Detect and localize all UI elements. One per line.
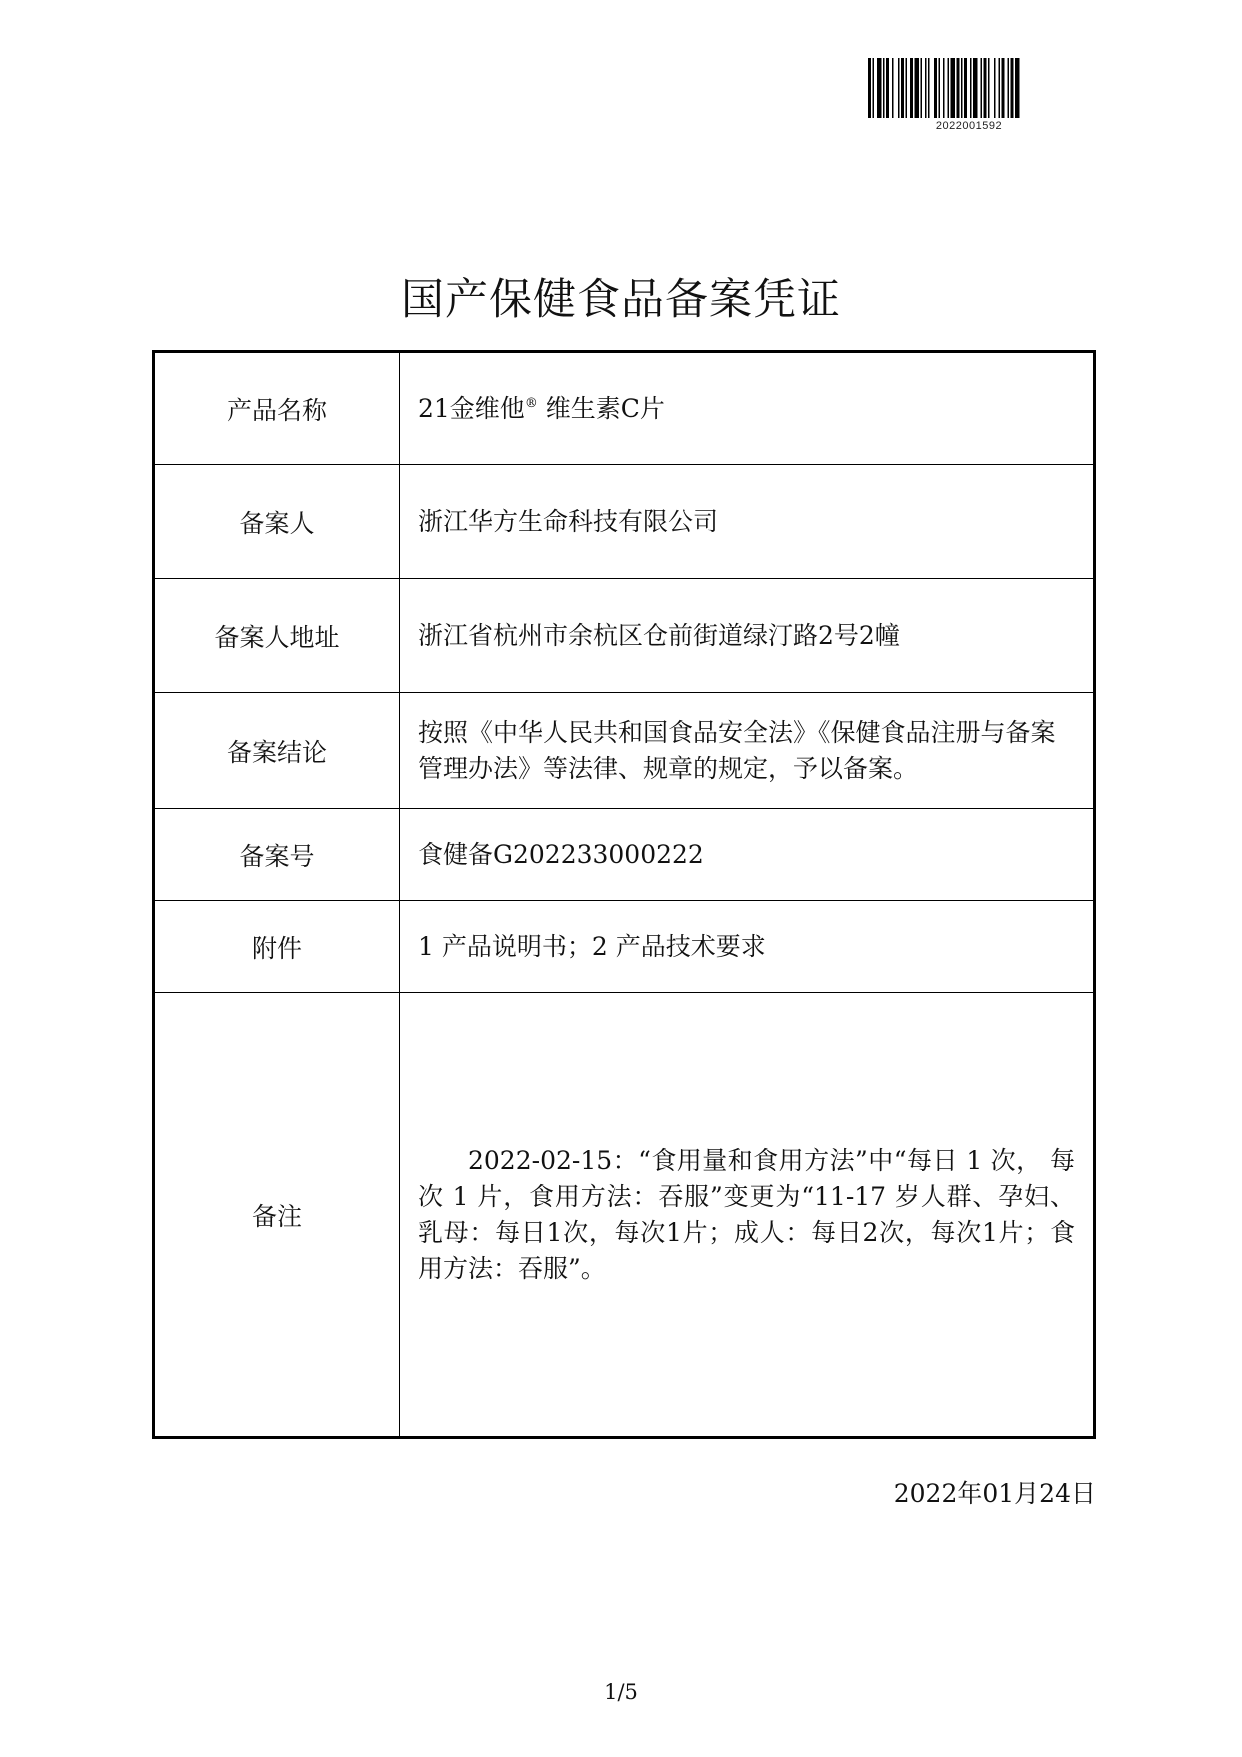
barcode-bar	[873, 58, 875, 118]
filing-number-value: 食健备G202233000222	[400, 809, 1095, 901]
document-title: 国产保健食品备案凭证	[401, 275, 841, 325]
filer-value: 浙江华方生命科技有限公司	[400, 465, 1095, 579]
barcode-bar	[984, 58, 987, 118]
attachments-value: 1 产品说明书；2 产品技术要求	[400, 901, 1095, 993]
barcode-bar	[906, 58, 908, 118]
barcode-bar	[892, 58, 894, 118]
barcode-bar	[957, 58, 960, 118]
product-name-label: 产品名称	[154, 352, 400, 465]
barcode-bar	[973, 58, 978, 118]
barcode-bar	[951, 58, 956, 118]
product-name-value	[400, 352, 1095, 465]
conclusion-label: 备案结论	[154, 693, 400, 809]
barcode-bar	[915, 58, 920, 118]
issue-date: 2022年01月24日	[893, 1479, 1096, 1508]
filer-address-label: 备案人地址	[154, 579, 400, 693]
conclusion-value: 按照《中华人民共和国食品安全法》《保健食品注册与备案管理办法》等法律、规章的规定，予以备案。	[400, 693, 1095, 809]
barcode-bars	[866, 58, 1072, 118]
table-row-product-name	[154, 352, 1095, 465]
barcode-bar	[921, 58, 923, 118]
barcode-bar	[925, 58, 927, 118]
barcode-bar	[1011, 58, 1014, 118]
product-name-tail: 维生素C片	[537, 393, 665, 423]
barcode-bar	[1002, 58, 1005, 118]
barcode-bar	[988, 58, 990, 118]
table-row-filer	[154, 465, 1095, 579]
barcode-number: 2022001592	[935, 120, 1003, 132]
product-name-main: 21金维他	[418, 393, 525, 423]
barcode-bar	[964, 58, 967, 118]
filer-label: 备案人	[154, 465, 400, 579]
barcode-bar	[883, 58, 885, 118]
remarks-value: 2022-02-15：“食用量和食用方法”中“每日 1 次， 每次 1 片，食用方法：吞服”变更为“11-17 岁人群、孕妇、乳母：每日1次，每次1片；成人：每日2次，每次1片；食用方法：吞服”。	[400, 993, 1095, 1438]
barcode-bar	[868, 58, 871, 118]
certificate-table	[152, 350, 1096, 1439]
barcode-bar	[1015, 58, 1020, 118]
barcode-bar	[943, 58, 945, 118]
table-row-attachments	[154, 901, 1095, 993]
barcode-bar	[961, 58, 963, 118]
barcode-bar	[999, 58, 1001, 118]
barcode-bar	[928, 58, 930, 118]
barcode-bar	[981, 58, 983, 118]
barcode-bar	[910, 58, 913, 118]
table-row-filing-number	[154, 809, 1095, 901]
table-row-conclusion	[154, 693, 1095, 809]
table-row-filer-address	[154, 579, 1095, 693]
barcode-bar	[934, 58, 937, 118]
page-number: 1/5	[604, 1680, 638, 1704]
attachments-label: 附件	[154, 901, 400, 993]
filing-number-label: 备案号	[154, 809, 400, 901]
filer-address-value: 浙江省杭州市余杭区仓前街道绿汀路2号2幢	[400, 579, 1095, 693]
barcode-bar	[948, 58, 950, 118]
remarks-label: 备注	[154, 993, 400, 1438]
barcode-bar	[877, 58, 882, 118]
barcode	[866, 58, 1072, 132]
barcode-bar	[970, 58, 972, 118]
barcode-bar	[901, 58, 904, 118]
table-row-remarks	[154, 993, 1095, 1438]
registered-mark: ®	[524, 395, 538, 411]
barcode-bar	[886, 58, 889, 118]
barcode-bar	[1008, 58, 1010, 118]
barcode-bar	[898, 58, 900, 118]
barcode-bar	[994, 58, 996, 118]
barcode-bar	[939, 58, 941, 118]
